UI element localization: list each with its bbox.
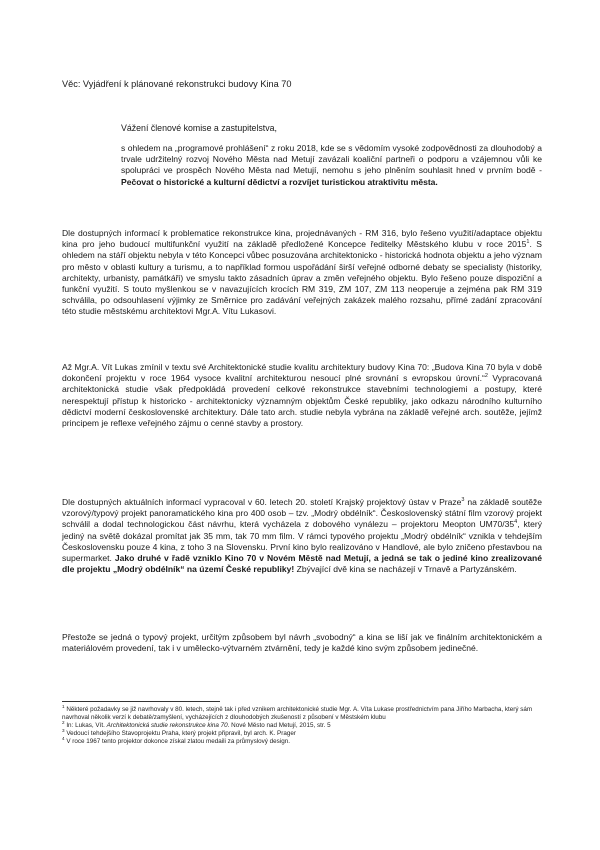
- footnote-ref-2[interactable]: 2: [484, 373, 488, 380]
- paragraph-4-text-e: Zbývající dvě kina se nacházejí v Trnavě a Partyzánském.: [294, 564, 517, 575]
- paragraph-1-text: s ohledem na „programové prohlášení“ z roku 2018, kde se s vědomím vysoké zodpovědnosti za dlouhodobý a trvale udržitelný rozvoj Nového Města nad Metují zavázali koaliční partneři o podporu a vzájemnou vůli ke spolupráci ve prospěch Nového Města nad Metují, nemohu s jeho plněním souhlasit hned v prvním bodě -: [121, 143, 542, 176]
- footnote-ref-4[interactable]: 4: [514, 519, 518, 526]
- footnote-ref-1[interactable]: 1: [526, 239, 530, 246]
- footnote-text: V roce 1967 tento projektor dokonce získal zlatou medaili za průmyslový design.: [66, 738, 290, 746]
- paragraph-2-text-b: . S ohledem na stáří objektu nebyla v této Koncepci vůbec posuzována architektonicko - historická hodnota objektu a jeho význam pro město v oblasti kultury a turismu, a to například formou uspořádání širší veřejné odborné debaty se specialisty (historiky, architekty, urbanisty, památkáři) ve smyslu takto zásadních úprav a změn veřejného objektu. Bylo řešeno pouze dispoziční a funkční využití. S touto myšlenkou se v navazujících krocích RM 319, ZM 107, ZM 113 neoperuje a zejména pak RM 319 schválila, po odsouhlasení výjimky ze Směrnice pro zadávání veřejných zakázek malého rozsahu, přímé zadání zpracování této studie městskému architektovi Mgr.A. Vítu Lukasovi.: [62, 239, 542, 317]
- footnote-ref-3[interactable]: 3: [461, 497, 465, 504]
- paragraph-2-text-a: Dle dostupných informací k problematice rekonstrukce kina, projednávaných - RM 316, bylo řešeno využití/adaptace objektu kina pro jeho budoucí multifunkční využití na základě předložené Koncepce ředitelky Městského klubu v roce 2015: [62, 228, 542, 250]
- paragraph-4-bold: Jako druhé v řadě vzniklo Kino 70 v Novém Městě nad Metují, a jedná se tak o jediné kino zrealizované dle projektu „Modrý obdélník“ na území České republiky!: [62, 553, 542, 575]
- paragraph-3: [62, 362, 542, 429]
- paragraph-1: [121, 143, 542, 188]
- paragraph-4-text-b: na základě soutěže vzorový/typový projekt panoramatického kina pro 400 osob – tzv. „Modrý obdélník“. Československý státní film vzorový projekt schválil a dodal technologickou část návrhu, která vycházela z dobového vynálezu – projektoru Meopton UM70/35: [62, 497, 542, 530]
- footnotes: [62, 703, 542, 746]
- footnote-text-post: . Nové Město nad Metují, 2015, str. 5: [227, 722, 331, 730]
- footnote-number: 4: [62, 736, 65, 742]
- footnote-number: 1: [62, 703, 65, 709]
- letter-subject: Věc: Vyjádření k plánované rekonstrukci budovy Kina 70: [62, 79, 292, 89]
- footnote-text: Některé požadavky se již navrhovaly v 80. letech, stejně tak i před vznikem architektonické studie Mgr. A. Víta Lukase prostřednictvím pana Jiřího Marbacha, který sám navrhoval několik verzí k debatě/zamyšlení, vycházejících z dlouhodobých zkušeností z působení v Městském klubu: [62, 706, 533, 722]
- salutation: Vážení členové komise a zastupitelstva,: [121, 123, 277, 133]
- footnote-cited-title: Architektonická studie rekonstrukce kina 70: [106, 722, 228, 730]
- paragraph-3-text-b: Vypracovaná architektonická studie však předpokládá provedení celkové rekonstrukce stavebními technologiemi a postupy, které nerespektují přístup k historicko - architektonicky významným objektům České republiky, jako odkazu národního kulturního dědictví moderní československé architektury. Dále tato arch. studie nebyla vybrána na základě veřejné arch. soutěže, jejímž principem je reflexe veřejného zájmu o cenné stavby a prostory.: [62, 373, 542, 429]
- footnote-4: [62, 738, 542, 746]
- footnote-number: 3: [62, 728, 65, 734]
- footnote-divider: [62, 701, 220, 702]
- paragraph-3-text-a: Až Mgr.A. Vít Lukas zmínil v textu své Architektonické studie kvalitu architektury budovy Kina 70: „Budova Kina 70 byla v době dokončení projektu v roce 1964 vysoce kvalitní architekturou nesoucí plné srovnání s evropskou úrovní.“: [62, 362, 542, 384]
- paragraph-1-bold: Pečovat o historické a kulturní dědictví a rozvíjet turistickou atraktivitu města.: [121, 176, 438, 187]
- paragraph-4: [62, 497, 542, 575]
- footnote-1: [62, 703, 542, 722]
- paragraph-2: [62, 228, 542, 318]
- footnote-number: 2: [62, 720, 65, 726]
- footnote-text-pre: In: Lukas, Vít.: [66, 722, 107, 730]
- paragraph-4-text-c: , který jediný na světě dokázal promítat jak 35 mm, tak 70 mm film. V rámci typového projektu „Modrý obdélník“ vznikla v tehdejším Československu pouze 4 kina, z toho 3 na Slovensku. První kino bylo realizováno v Handlové, ale bylo zničeno přestavbou na supermarket.: [62, 519, 542, 564]
- footnote-text: Vedoucí tehdejšího Stavoprojektu Praha, který projekt připravil, byl arch. K. Prager: [66, 730, 296, 738]
- paragraph-5: Přestože se jedná o typový projekt, určitým způsobem byl návrh „svobodný“ a kina se liší jak ve finálním architektonickém a materiálovém provedení, tak i v umělecko-výtvarném ztvárnění, tedy je každé kino svým způsobem jedinečné.: [62, 632, 542, 654]
- paragraph-4-text-a: Dle dostupných aktuálních informací vypracoval v 60. letech 20. století Krajský projektový ústav v Praze: [62, 497, 462, 507]
